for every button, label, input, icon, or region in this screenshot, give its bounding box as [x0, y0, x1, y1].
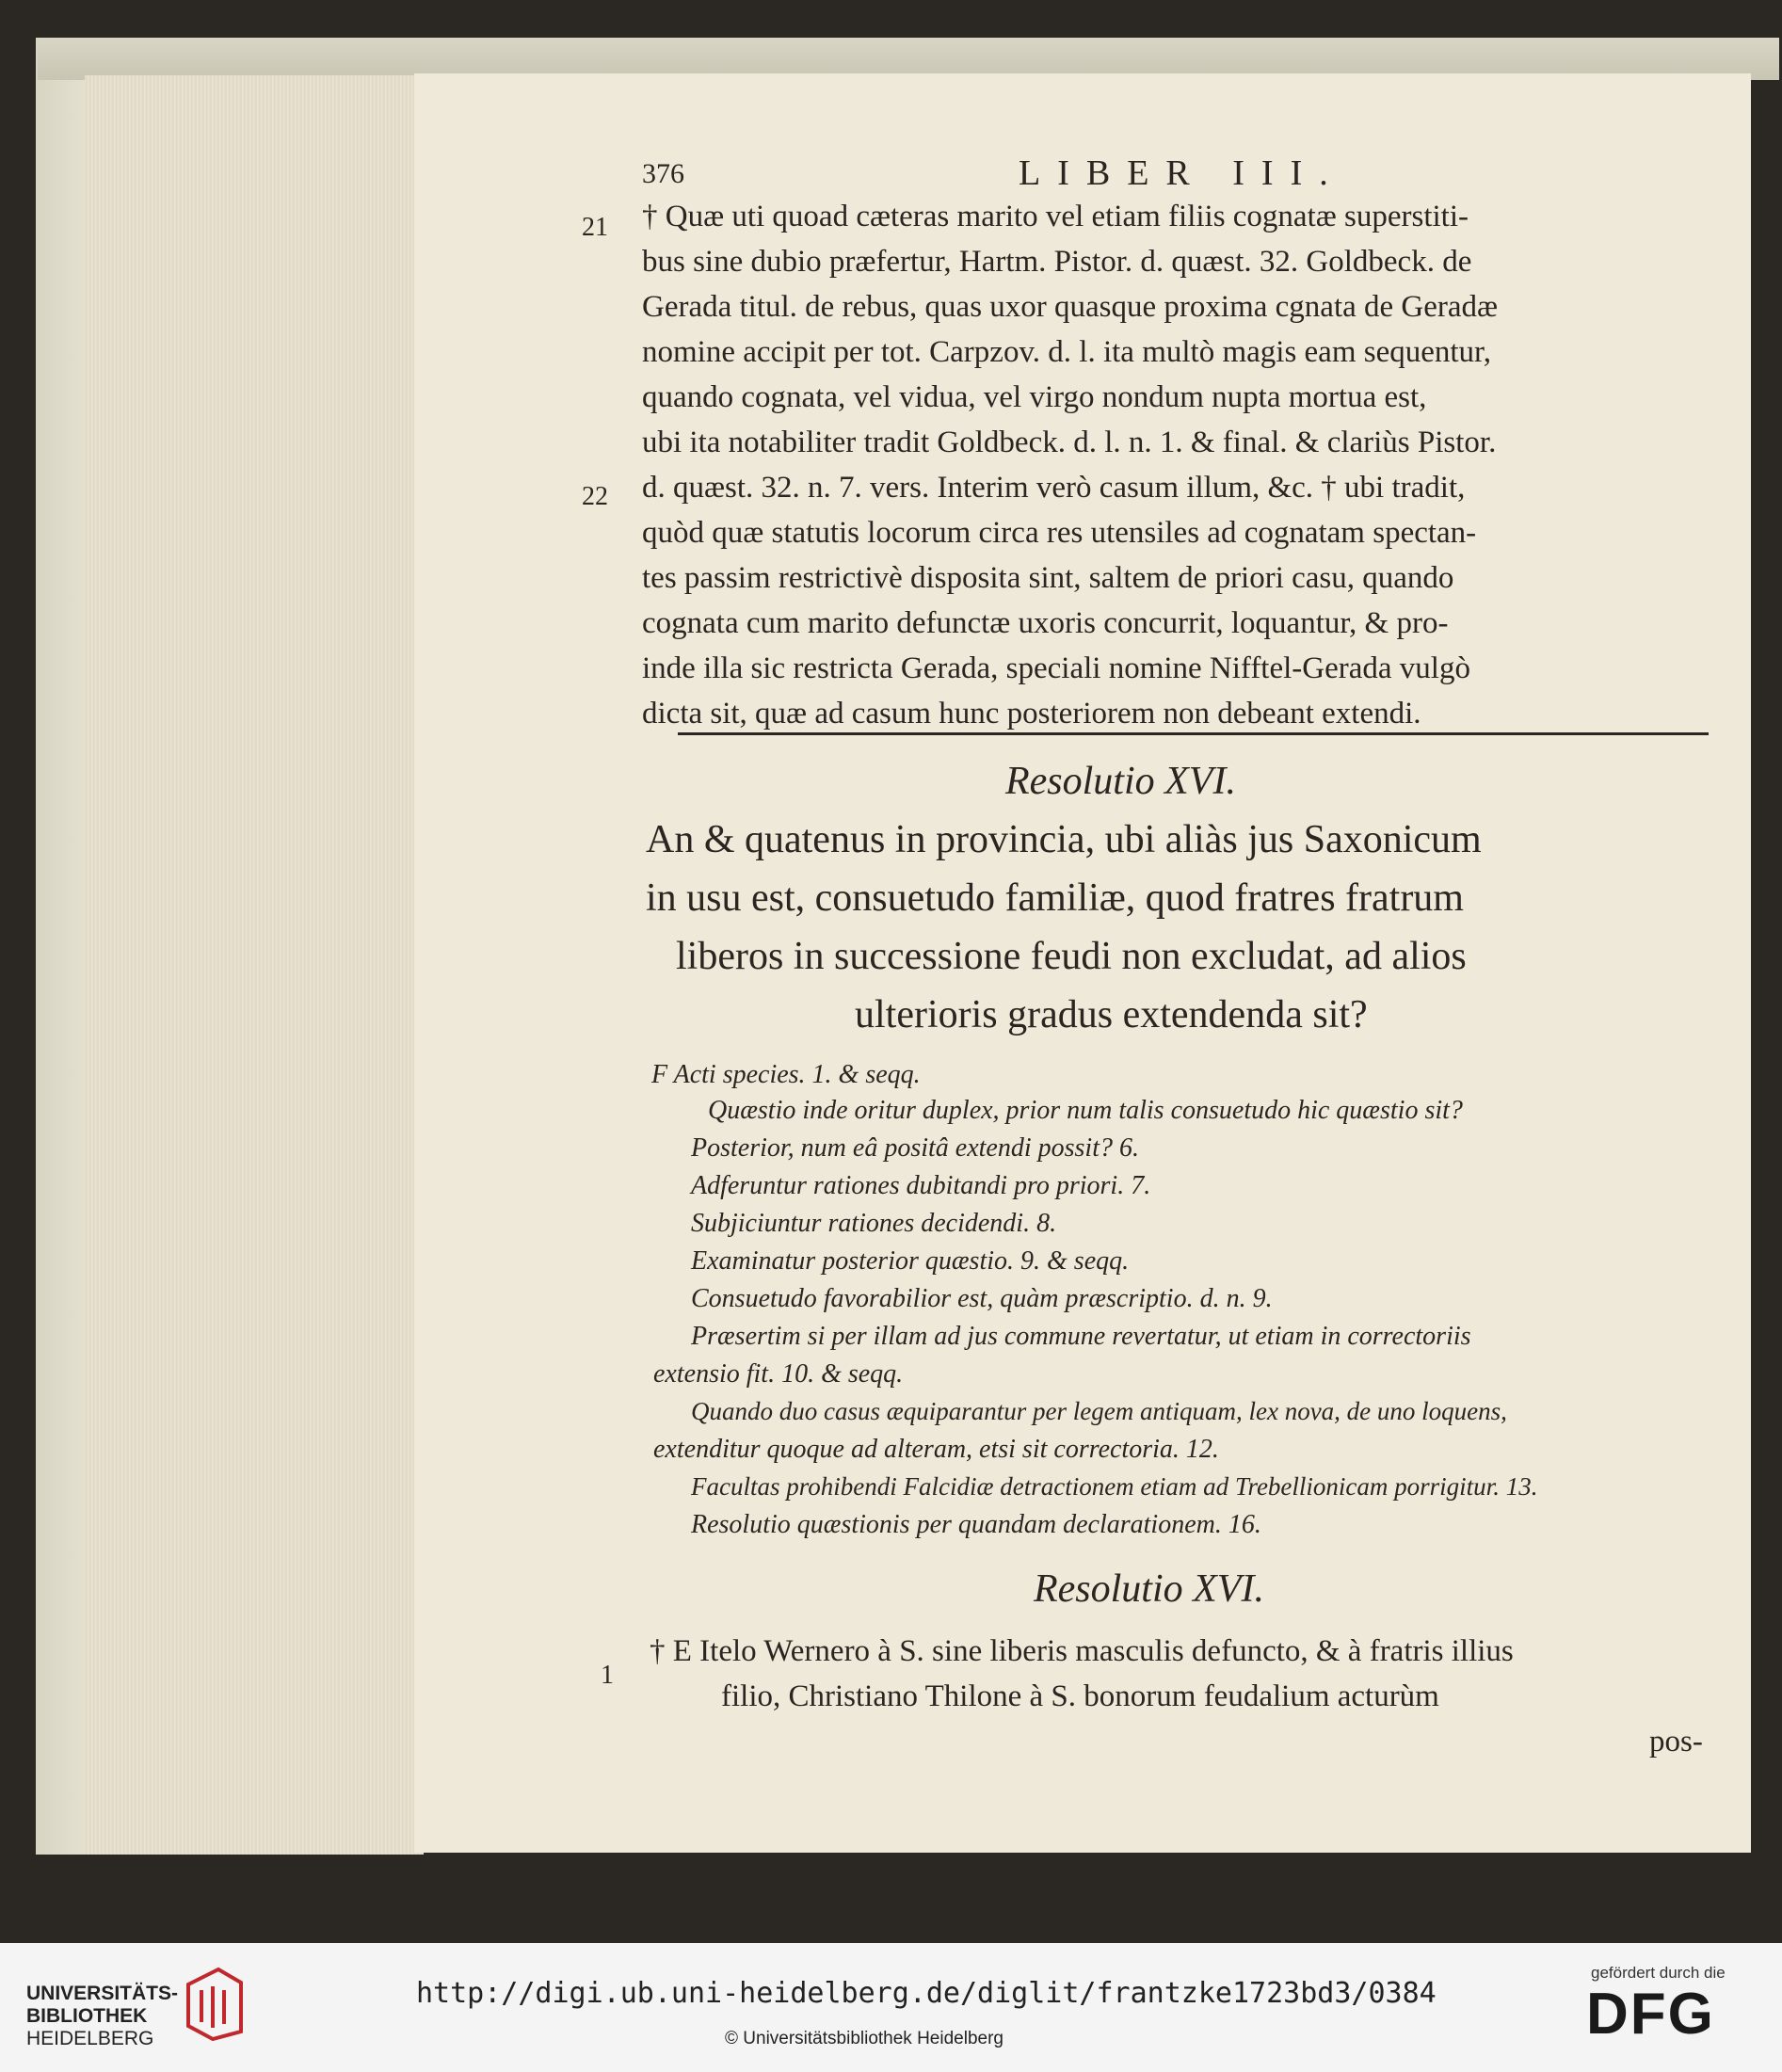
- body-line: Gerada titul. de rebus, quas uxor quasque proxima cgnata de Geradæ: [642, 290, 1499, 324]
- page-block-edges: [85, 75, 424, 1855]
- body-line: filio, Christiano Thilone à S. bonorum feudalium acturùm: [721, 1679, 1439, 1713]
- book-cover-edge: [36, 38, 92, 1855]
- body-line: ubi ita notabiliter tradit Goldbeck. d. l. n. 1. & final. & clariùs Pistor.: [642, 426, 1497, 459]
- summary-line: F Acti species. 1. & seqq.: [651, 1060, 921, 1089]
- summary-line: Quæstio inde oritur duplex, prior num talis consuetudo hic quæstio sit?: [708, 1096, 1463, 1125]
- summary-line: Posterior, num eâ positâ extendi possit? 6.: [691, 1133, 1139, 1163]
- summary-line: Præsertim si per illam ad jus commune revertatur, ut etiam in correctoriis: [691, 1322, 1471, 1351]
- body-line: dicta sit, quæ ad casum hunc posteriorem non debeant extendi.: [642, 697, 1421, 731]
- summary-line: extenditur quoque ad alteram, etsi sit correctoria. 12.: [653, 1435, 1219, 1464]
- margin-number: 22: [582, 482, 608, 511]
- permalink-url[interactable]: http://digi.ub.uni-heidelberg.de/diglit/frantzke1723bd3/0384: [416, 1977, 1437, 2010]
- question-line: in usu est, consuetudo familiæ, quod fratres fratrum: [646, 876, 1464, 920]
- body-line: nomine accipit per tot. Carpzov. d. l. ita multò magis eam sequentur,: [642, 335, 1491, 369]
- summary-line: Facultas prohibendi Falcidiæ detractionem etiam ad Trebellionicam porrigitur. 13.: [691, 1472, 1538, 1501]
- catchword: pos-: [1649, 1725, 1703, 1759]
- body-line: bus sine dubio præfertur, Hartm. Pistor. d. quæst. 32. Goldbeck. de: [642, 245, 1472, 279]
- body-line: inde illa sic restricta Gerada, speciali nomine Nifftel-Gerada vulgò: [642, 651, 1470, 685]
- resolutio-heading-2: Resolutio XVI.: [1034, 1567, 1264, 1611]
- copyright-notice: © Universitätsbibliothek Heidelberg: [725, 2029, 1003, 2048]
- summary-line: Resolutio quæstionis per quandam declarationem. 16.: [691, 1510, 1261, 1539]
- body-line: d. quæst. 32. n. 7. vers. Interim verò casum illum, &c. † ubi tradit,: [642, 471, 1466, 505]
- summary-line: Adferuntur rationes dubitandi pro priori. 7.: [691, 1171, 1151, 1200]
- body-line: † Quæ uti quoad cæteras marito vel etiam filiis cognatæ superstiti-: [642, 200, 1469, 233]
- question-line: liberos in successione feudi non excludat, ad alios: [676, 935, 1467, 978]
- body-line: quando cognata, vel vidua, vel virgo nondum nupta mortua est,: [642, 380, 1427, 414]
- question-line: ulterioris gradus extendenda sit?: [855, 993, 1368, 1036]
- running-header: LIBER III.: [1019, 153, 1345, 193]
- body-line: cognata cum marito defunctæ uxoris concurrit, loquantur, & pro-: [642, 606, 1449, 640]
- body-line: quòd quæ statutis locorum circa res utensiles ad cognatam spectan-: [642, 516, 1477, 550]
- question-line: An & quatenus in provincia, ubi aliàs jus Saxonicum: [646, 818, 1482, 861]
- dfg-logo[interactable]: DFG: [1586, 1982, 1715, 2047]
- body-line: † E Itelo Wernero à S. sine liberis masculis defuncto, & à fratris illius: [650, 1634, 1514, 1668]
- library-name-line: HEIDELBERG: [26, 2028, 154, 2049]
- summary-line: Consuetudo favorabilior est, quàm præscriptio. d. n. 9.: [691, 1284, 1273, 1313]
- margin-number: 1: [601, 1661, 614, 1690]
- summary-line: extensio fit. 10. & seqq.: [653, 1359, 904, 1389]
- summary-line: Quando duo casus æquiparantur per legem antiquam, lex nova, de uno loquens,: [691, 1397, 1507, 1425]
- summary-line: Subjiciuntur rationes decidendi. 8.: [691, 1209, 1057, 1238]
- funder-label: gefördert durch die: [1591, 1964, 1726, 1982]
- page-number: 376: [642, 158, 684, 189]
- resolutio-heading: Resolutio XVI.: [1005, 760, 1236, 803]
- section-divider: [678, 732, 1709, 735]
- margin-number: 21: [582, 213, 608, 242]
- summary-line: Examinatur posterior quæstio. 9. & seqq.: [691, 1246, 1130, 1276]
- library-name-line: UNIVERSITÄTS-: [26, 1983, 179, 2004]
- body-line: tes passim restrictivè disposita sint, saltem de priori casu, quando: [642, 561, 1454, 595]
- library-logo-icon[interactable]: [181, 1966, 247, 2041]
- library-name-line: BIBLIOTHEK: [26, 2005, 148, 2027]
- library-name: [26, 1983, 178, 2050]
